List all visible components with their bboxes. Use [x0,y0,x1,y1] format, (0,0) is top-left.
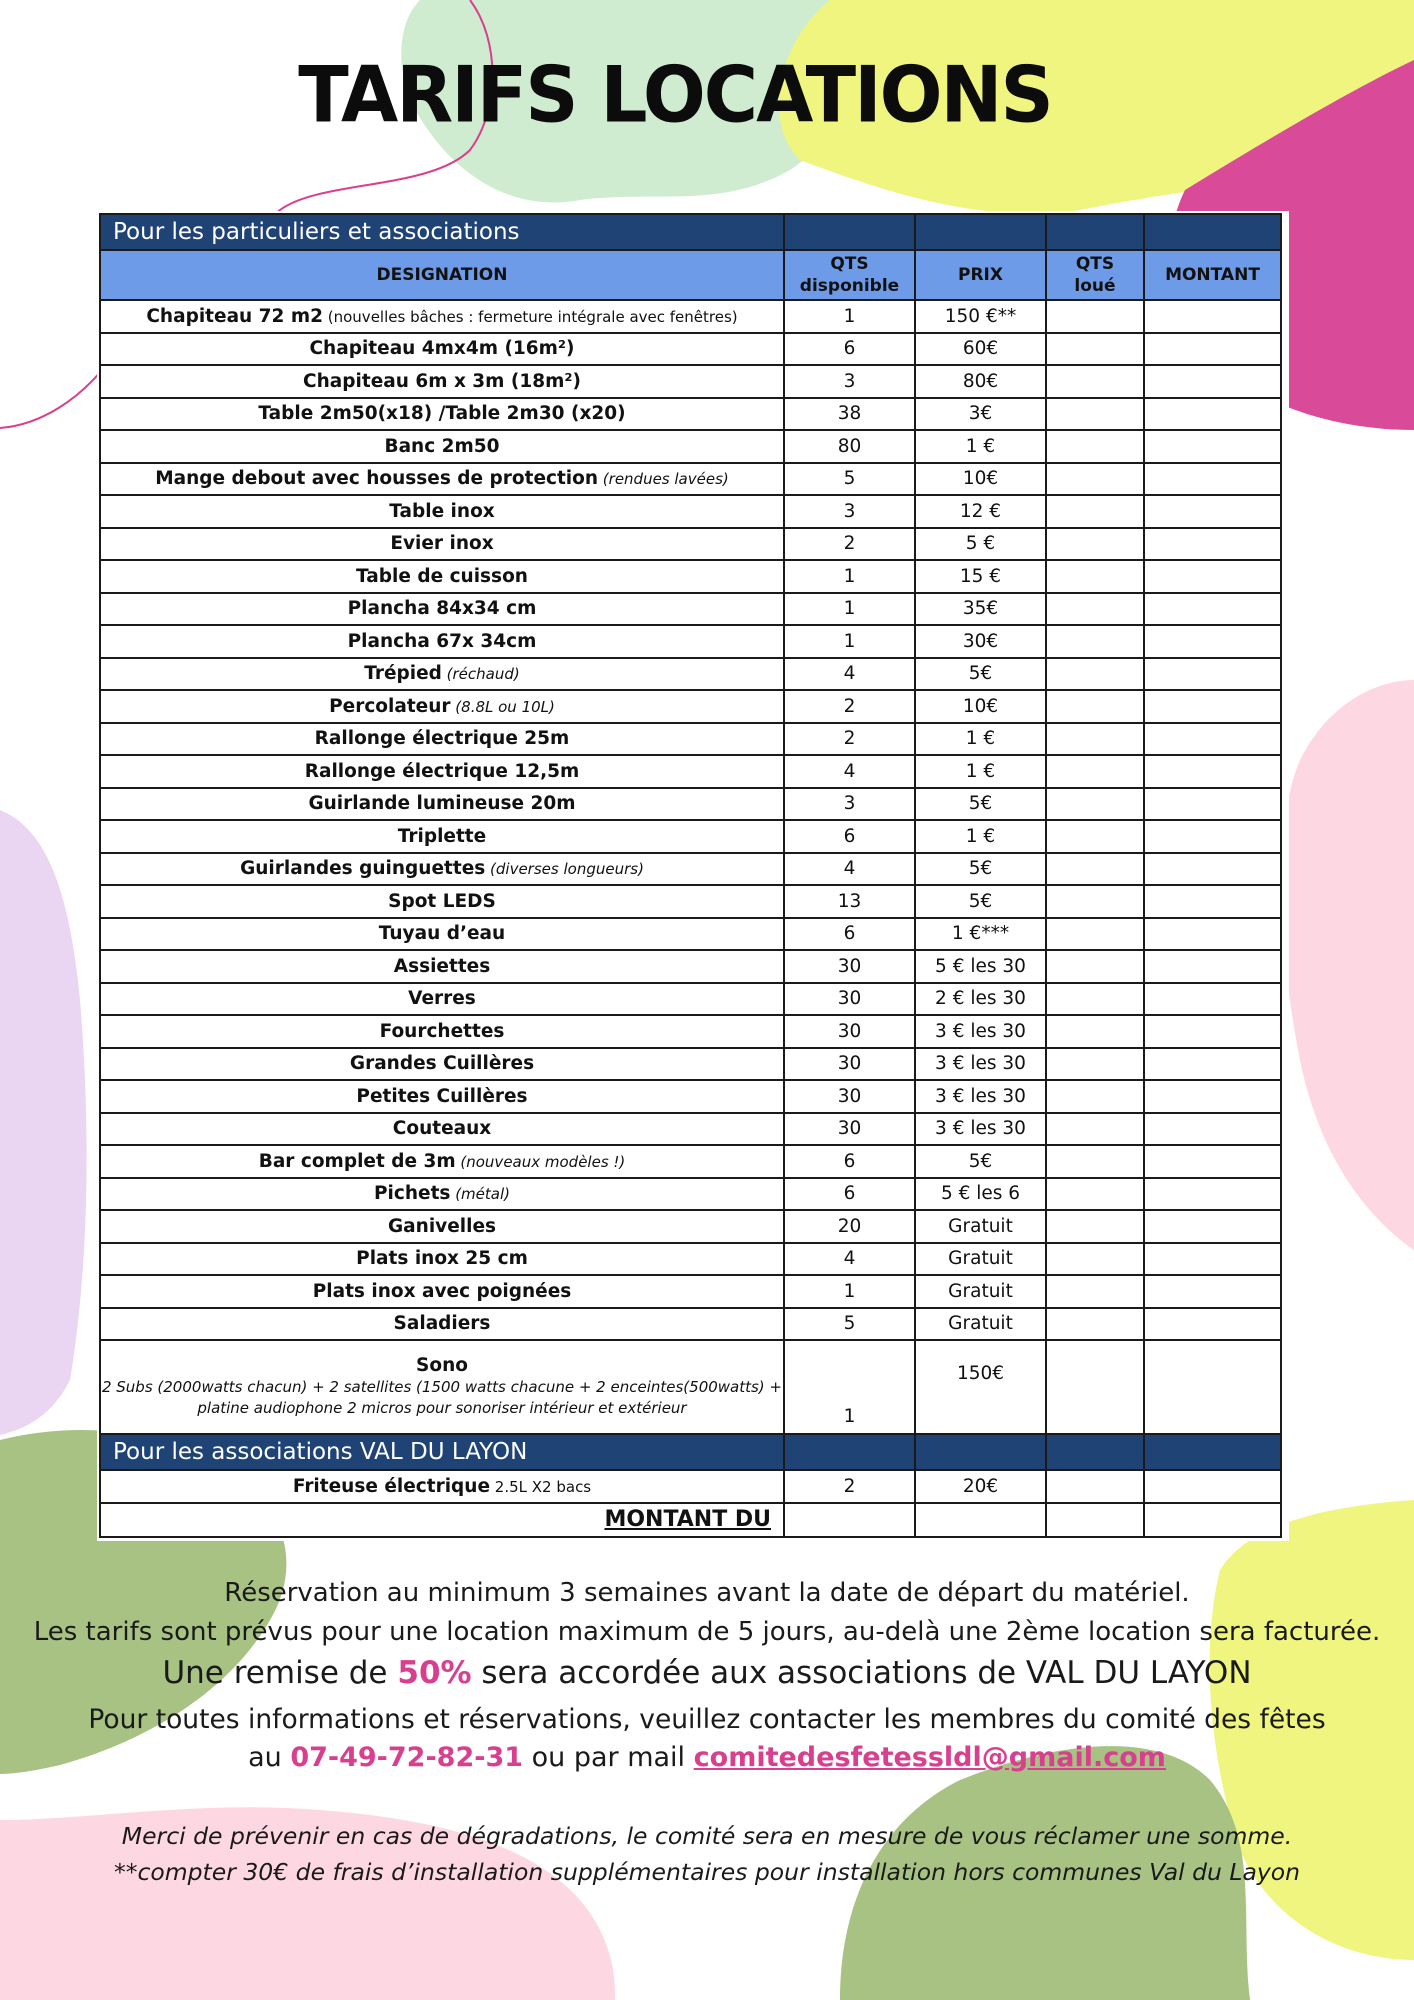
item-note: (nouveaux modèles !) [455,1152,626,1171]
section-row-assos [100,1434,1281,1470]
item-amount-cell[interactable] [1144,1275,1281,1308]
item-qty-available: 30 [784,950,915,983]
item-designation [100,1243,784,1276]
item-price: 10€ [915,463,1046,496]
item-designation [100,918,784,951]
item-qty-rented-cell[interactable] [1046,983,1144,1016]
item-qty-rented-cell[interactable] [1046,1113,1144,1146]
item-amount-cell[interactable] [1144,885,1281,918]
item-price: 3 € les 30 [915,1015,1046,1048]
item-qty-rented-cell[interactable] [1046,1243,1144,1276]
item-qty-available: 80 [784,430,915,463]
item-qty-available: 6 [784,1145,915,1178]
item-price: 60€ [915,333,1046,366]
item-qty-rented-cell[interactable] [1046,365,1144,398]
item-amount-cell[interactable] [1144,1048,1281,1081]
item-qty-rented-cell[interactable] [1046,300,1144,333]
item-qty-available: 30 [784,1080,915,1113]
item-designation [100,495,784,528]
col-qts-loue: QTS loué [1046,250,1144,300]
item-designation [100,690,784,723]
item-designation [100,1308,784,1341]
item-qty-rented-cell[interactable] [1046,1145,1144,1178]
table-row [100,495,1281,528]
item-designation [100,560,784,593]
item-amount-cell[interactable] [1144,755,1281,788]
item-qty-rented-cell[interactable] [1046,1048,1144,1081]
item-qty-available: 4 [784,658,915,691]
item-name: Table inox [389,500,495,522]
item-price: 5€ [915,788,1046,821]
item-name: Percolateur [329,695,451,717]
item-qty-rented-cell[interactable] [1046,1080,1144,1113]
item-name: Plancha 84x34 cm [347,598,537,620]
phone-number[interactable]: 07-49-72-82-31 [290,1742,524,1773]
item-name: Chapiteau 4mx4m (16m²) [309,338,575,360]
item-price: 1 €*** [915,918,1046,951]
table-row [100,723,1281,756]
item-price: 150€ [915,1340,1046,1434]
item-designation [100,625,784,658]
table-row [100,593,1281,626]
item-name: Table de cuisson [356,565,528,587]
total-row [100,1503,1281,1537]
item-designation [100,300,784,333]
item-qty-rented-cell[interactable] [1046,463,1144,496]
item-qty-available: 3 [784,495,915,528]
item-price: 3€ [915,398,1046,431]
item-name: Assiettes [393,955,491,977]
total-label: MONTANT DU [100,1503,784,1537]
item-price: Gratuit [915,1210,1046,1243]
item-amount-cell[interactable] [1144,723,1281,756]
table-row [100,885,1281,918]
item-qty-available: 4 [784,755,915,788]
item-qty-rented-cell[interactable] [1046,658,1144,691]
item-amount-cell[interactable] [1144,1210,1281,1243]
table-row [100,528,1281,561]
item-qty-available: 1 [784,1275,915,1308]
item-qty-rented-cell[interactable] [1046,723,1144,756]
item-qty-rented-cell[interactable] [1046,1015,1144,1048]
item-name: Chapiteau 72 m2 [146,305,323,327]
item-name: Rallonge électrique 12,5m [304,760,580,782]
item-qty-rented-cell[interactable] [1046,1340,1144,1434]
item-description: platine audiophone 2 micros pour sonoriser intérieur et extérieur [197,1399,687,1417]
item-price: 5 € les 6 [915,1178,1046,1211]
item-price: 5€ [915,885,1046,918]
table-row [100,820,1281,853]
item-name: Banc 2m50 [384,435,500,457]
item-qty-rented-cell[interactable] [1046,1210,1144,1243]
item-price: 35€ [915,593,1046,626]
table-row [100,1080,1281,1113]
footer-contact-details: au 07-49-72-82-31 ou par mail comitedesfetessldl@gmail.com [248,1742,1166,1773]
item-designation [100,1048,784,1081]
item-designation [100,430,784,463]
col-qts-disponible: QTS disponible [784,250,915,300]
item-designation [100,755,784,788]
footer-damage-note: Merci de prévenir en cas de dégradations, le comité sera en mesure de vous réclamer une somme. [121,1822,1293,1850]
item-amount-cell[interactable] [1144,560,1281,593]
discount-value: 50% [397,1655,472,1691]
item-price: 1 € [915,820,1046,853]
item-note: (diverses longueurs) [485,860,644,879]
item-price: 20€ [915,1470,1046,1503]
item-amount-cell[interactable] [1144,398,1281,431]
item-note: (8.8L ou 10L) [450,697,555,716]
table-row [100,983,1281,1016]
footer-installation-note: **compter 30€ de frais d’installation supplémentaires pour installation hors communes Val du Layon [113,1858,1301,1886]
table-row-sono [100,1340,1281,1434]
item-designation [100,658,784,691]
item-amount-cell[interactable] [1144,820,1281,853]
item-price: 30€ [915,625,1046,658]
table-row [100,1308,1281,1341]
item-designation [100,528,784,561]
item-name: Plats inox avec poignées [312,1280,572,1302]
item-price: 1 € [915,723,1046,756]
table-row [100,430,1281,463]
table-row [100,918,1281,951]
table-row [100,625,1281,658]
item-qty-available: 6 [784,333,915,366]
item-qty-available: 1 [784,300,915,333]
tariffs-table [99,213,1282,1538]
item-amount-cell[interactable] [1144,593,1281,626]
item-name: Couteaux [392,1118,492,1140]
item-designation [100,885,784,918]
footer-reservation-note: Réservation au minimum 3 semaines avant la date de départ du matériel. [224,1578,1190,1608]
table-row [100,560,1281,593]
table-row [100,853,1281,886]
item-name: Friteuse électrique [292,1475,491,1497]
item-name: Pichets [373,1183,451,1205]
item-amount-cell[interactable] [1144,528,1281,561]
lilac-left-blob [0,810,87,1435]
item-qty-available: 30 [784,1048,915,1081]
table-row [100,755,1281,788]
item-amount-cell[interactable] [1144,1470,1281,1503]
col-prix: PRIX [915,250,1046,300]
table-row [100,398,1281,431]
item-designation [100,1470,784,1503]
item-name: Fourchettes [379,1020,505,1042]
table-row [100,1145,1281,1178]
item-amount-cell[interactable] [1144,430,1281,463]
item-name: Plats inox 25 cm [356,1248,528,1270]
item-name: Tuyau d’eau [378,923,506,945]
item-qty-available: 38 [784,398,915,431]
item-name: Ganivelles [387,1215,497,1237]
item-name: Grandes Cuillères [349,1053,535,1075]
item-amount-cell[interactable] [1144,658,1281,691]
item-qty-available: 2 [784,1470,915,1503]
item-amount-cell[interactable] [1144,1015,1281,1048]
item-note: 2.5L X2 bacs [490,1477,592,1496]
item-qty-available: 13 [784,885,915,918]
item-price: 2 € les 30 [915,983,1046,1016]
item-amount-cell[interactable] [1144,625,1281,658]
footer-discount-note: Une remise de 50% sera accordée aux associations de VAL DU LAYON [162,1655,1252,1691]
item-amount-cell[interactable] [1144,300,1281,333]
item-price: 3 € les 30 [915,1080,1046,1113]
item-name: Mange debout avec housses de protection [155,468,599,490]
tariffs-table-container [97,211,1289,1541]
item-name: Evier inox [390,533,494,555]
item-amount-cell[interactable] [1144,1113,1281,1146]
item-designation [100,593,784,626]
item-designation [100,1210,784,1243]
item-designation [100,333,784,366]
item-qty-rented-cell[interactable] [1046,333,1144,366]
item-qty-rented-cell[interactable] [1046,495,1144,528]
item-qty-available: 20 [784,1210,915,1243]
item-qty-available: 3 [784,788,915,821]
item-price: Gratuit [915,1308,1046,1341]
item-price: 12 € [915,495,1046,528]
table-row [100,1275,1281,1308]
item-qty-available: 3 [784,365,915,398]
item-price: 5€ [915,658,1046,691]
item-qty-rented-cell[interactable] [1046,885,1144,918]
item-price: 80€ [915,365,1046,398]
table-row [100,1113,1281,1146]
item-designation [100,1340,784,1434]
item-price: 5 € les 30 [915,950,1046,983]
section-title: Pour les particuliers et associations [100,214,784,250]
item-note: (métal) [450,1185,510,1204]
table-row [100,658,1281,691]
item-note: (nouvelles bâches : fermeture intégrale avec fenêtres) [323,307,738,326]
item-amount-cell[interactable] [1144,1145,1281,1178]
item-name: Bar complet de 3m [258,1150,456,1172]
item-qty-rented-cell[interactable] [1046,430,1144,463]
table-row [100,1210,1281,1243]
item-qty-available: 30 [784,1113,915,1146]
item-designation [100,1080,784,1113]
table-row [100,1470,1281,1503]
item-qty-available: 6 [784,1178,915,1211]
item-name: Spot LEDS [388,890,496,912]
item-designation [100,1145,784,1178]
item-designation [100,1275,784,1308]
item-name: Saladiers [393,1313,491,1335]
item-amount-cell[interactable] [1144,690,1281,723]
item-designation [100,983,784,1016]
item-qty-rented-cell[interactable] [1046,528,1144,561]
item-amount-cell[interactable] [1144,1178,1281,1211]
table-row [100,1243,1281,1276]
item-qty-rented-cell[interactable] [1046,560,1144,593]
col-designation: DESIGNATION [100,250,784,300]
item-qty-available: 1 [784,560,915,593]
item-amount-cell[interactable] [1144,1080,1281,1113]
item-name: Triplette [397,825,487,847]
item-qty-available: 6 [784,918,915,951]
item-qty-available: 4 [784,1243,915,1276]
item-qty-rented-cell[interactable] [1046,755,1144,788]
item-qty-rented-cell[interactable] [1046,690,1144,723]
item-qty-available: 2 [784,528,915,561]
item-qty-available: 30 [784,1015,915,1048]
item-amount-cell[interactable] [1144,333,1281,366]
footer-contact-note: Pour toutes informations et réservations, veuillez contacter les membres du comité des fêtes [88,1704,1326,1735]
item-designation [100,820,784,853]
item-qty-available: 5 [784,1308,915,1341]
pink-right-blob [1281,680,1414,1250]
table-row [100,950,1281,983]
item-amount-cell[interactable] [1144,495,1281,528]
item-qty-available: 6 [784,820,915,853]
item-qty-available: 2 [784,690,915,723]
item-designation [100,723,784,756]
item-qty-available: 4 [784,853,915,886]
item-name: Trépied [364,663,442,685]
item-price: 150 €** [915,300,1046,333]
item-price: 3 € les 30 [915,1048,1046,1081]
item-name: Table 2m50(x18) /Table 2m30 (x20) [258,403,626,425]
item-qty-available: 30 [784,983,915,1016]
item-amount-cell[interactable] [1144,463,1281,496]
item-qty-rented-cell[interactable] [1046,625,1144,658]
table-row [100,300,1281,333]
table-row [100,365,1281,398]
table-row [100,788,1281,821]
item-qty-rented-cell[interactable] [1046,1470,1144,1503]
table-row [100,1048,1281,1081]
item-name: Chapiteau 6m x 3m (18m²) [303,370,581,392]
item-name: Plancha 67x 34cm [347,630,537,652]
item-qty-rented-cell[interactable] [1046,1308,1144,1341]
item-name: Verres [408,988,476,1010]
item-amount-cell[interactable] [1144,983,1281,1016]
table-row [100,690,1281,723]
item-price: Gratuit [915,1243,1046,1276]
item-qty-rented-cell[interactable] [1046,788,1144,821]
item-designation [100,1178,784,1211]
item-amount-cell[interactable] [1144,950,1281,983]
item-name: Guirlande lumineuse 20m [308,793,576,815]
item-amount-cell[interactable] [1144,853,1281,886]
item-amount-cell[interactable] [1144,918,1281,951]
table-row [100,1178,1281,1211]
item-designation [100,853,784,886]
item-price: 5€ [915,853,1046,886]
item-name: Sono [416,1355,468,1376]
total-amount-cell[interactable] [1144,1503,1281,1537]
table-row [100,333,1281,366]
item-designation [100,788,784,821]
item-price: Gratuit [915,1275,1046,1308]
item-name: Rallonge électrique 25m [314,728,570,750]
item-qty-rented-cell[interactable] [1046,398,1144,431]
item-designation [100,1015,784,1048]
col-montant: MONTANT [1144,250,1281,300]
item-qty-rented-cell[interactable] [1046,918,1144,951]
item-qty-available: 1 [784,625,915,658]
item-price: 15 € [915,560,1046,593]
item-qty-rented-cell[interactable] [1046,820,1144,853]
item-qty-rented-cell[interactable] [1046,853,1144,886]
item-qty-available: 1 [784,1340,915,1434]
item-description: 2 Subs (2000watts chacun) + 2 satellites (1500 watts chacune + 2 enceintes(500watts) + [101,1378,783,1396]
item-qty-rented-cell[interactable] [1046,1178,1144,1211]
item-amount-cell[interactable] [1144,365,1281,398]
item-designation [100,950,784,983]
item-price: 10€ [915,690,1046,723]
item-designation [100,398,784,431]
item-amount-cell[interactable] [1144,788,1281,821]
item-note: (rendues lavées) [598,470,729,489]
item-amount-cell[interactable] [1144,1340,1281,1434]
table-row [100,1015,1281,1048]
item-qty-available: 1 [784,593,915,626]
footer-duration-note: Les tarifs sont prévus pour une location maximum de 5 jours, au-delà une 2ème location sera facturée. [33,1617,1381,1647]
item-qty-available: 5 [784,463,915,496]
section-title: Pour les associations VAL DU LAYON [100,1434,784,1470]
item-price: 1 € [915,430,1046,463]
item-designation [100,463,784,496]
item-amount-cell[interactable] [1144,1308,1281,1341]
item-name: Petites Cuillères [356,1085,528,1107]
item-designation [100,1113,784,1146]
table-header [100,250,1281,300]
item-designation [100,365,784,398]
item-price: 1 € [915,755,1046,788]
page-title: TARIFS LOCATIONS [298,49,1052,141]
item-qty-available: 2 [784,723,915,756]
item-name: Guirlandes guinguettes [240,858,486,880]
email-link[interactable]: comitedesfetessldl@gmail.com [693,1742,1166,1773]
item-price: 5€ [915,1145,1046,1178]
item-qty-rented-cell[interactable] [1046,950,1144,983]
section-row-particuliers [100,214,1281,250]
item-qty-rented-cell[interactable] [1046,1275,1144,1308]
item-note: (réchaud) [441,665,520,684]
item-amount-cell[interactable] [1144,1243,1281,1276]
item-qty-rented-cell[interactable] [1046,593,1144,626]
table-row [100,463,1281,496]
item-price: 5 € [915,528,1046,561]
item-price: 3 € les 30 [915,1113,1046,1146]
